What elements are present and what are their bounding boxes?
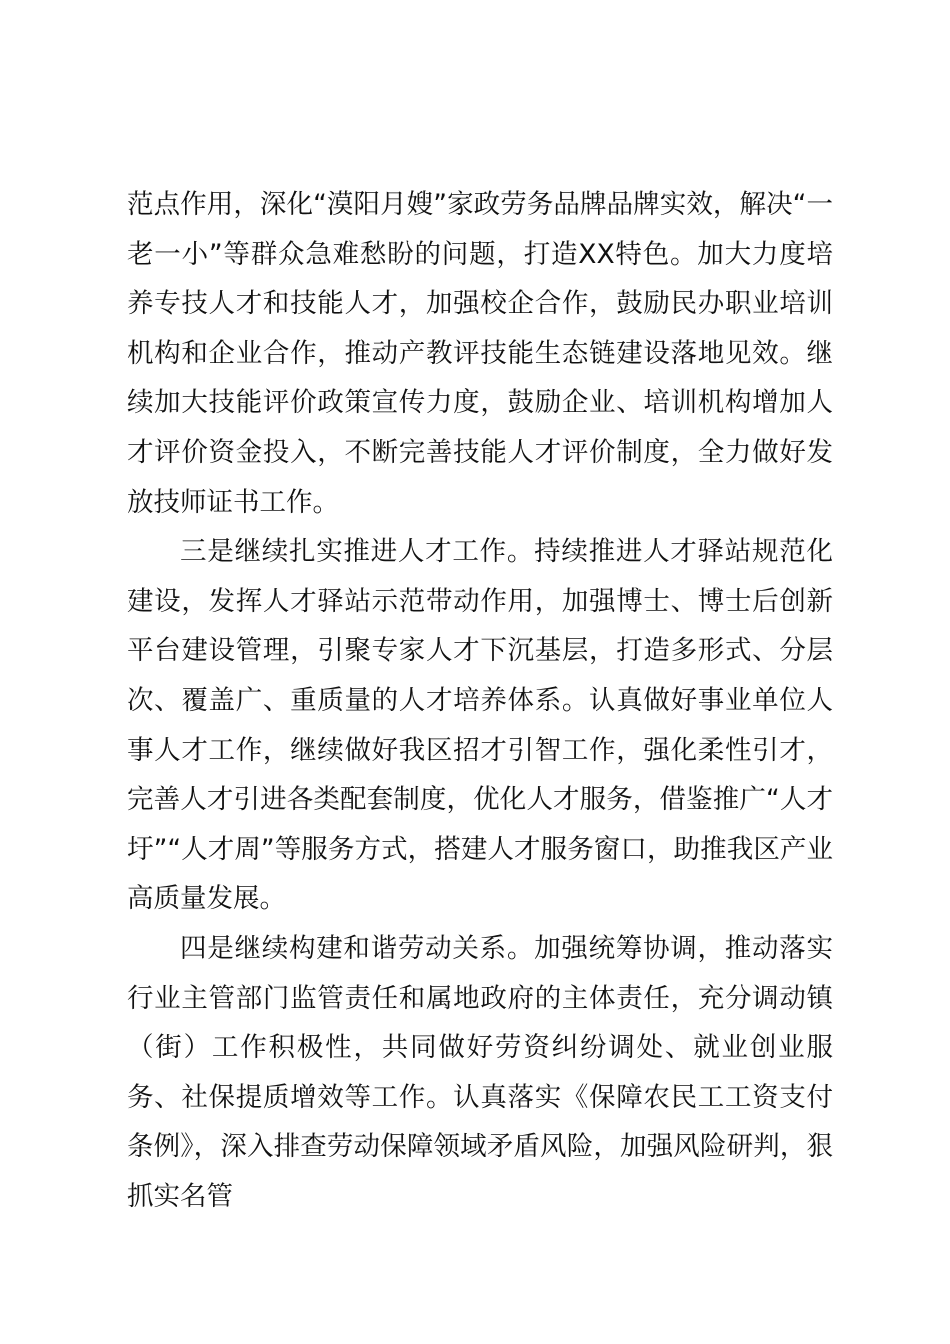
paragraph-talent-work: 三是继续扎实推进人才工作。持续推进人才驿站规范化建设，发挥人才驿站示范带动作用，加强博士、博士后创新平台建设管理，引聚专家人才下沉基层，打造多形式、分层次、覆盖广、重质量的人才培养体系。认真做好事业单位人事人才工作，继续做好我区招才引智工作，强化柔性引才，完善人才引进各类配套制度，优化人才服务，借鉴推广“人才圩”“人才周”等服务方式，搭建人才服务窗口，助推我区产业高质量发展。 <box>127 536 833 915</box>
body-text <box>127 180 833 1221</box>
paragraph-continued: 范点作用，深化“漠阳月嫂”家政劳务品牌品牌实效，解决“一老一小”等群众急难愁盼的问题，打造XX特色。加大力度培养专技人才和技能人才，加强校企合作，鼓励民办职业培训机构和企业合作，推动产教评技能生态链建设落地见效。继续加大技能评价政策宣传力度，鼓励企业、培训机构增加人才评价资金投入，不断完善技能人才评价制度，全力做好发放技师证书工作。 <box>127 189 833 518</box>
paragraph-labor-relations: 四是继续构建和谐劳动关系。加强统筹协调，推动落实行业主管部门监管责任和属地政府的主体责任，充分调动镇（街）工作积极性，共同做好劳资纠纷调处、就业创业服务、社保提质增效等工作。认真落实《保障农民工工资支付条例》，深入排查劳动保障领域矛盾风险，加强风险研判，狠抓实名管 <box>127 932 833 1212</box>
